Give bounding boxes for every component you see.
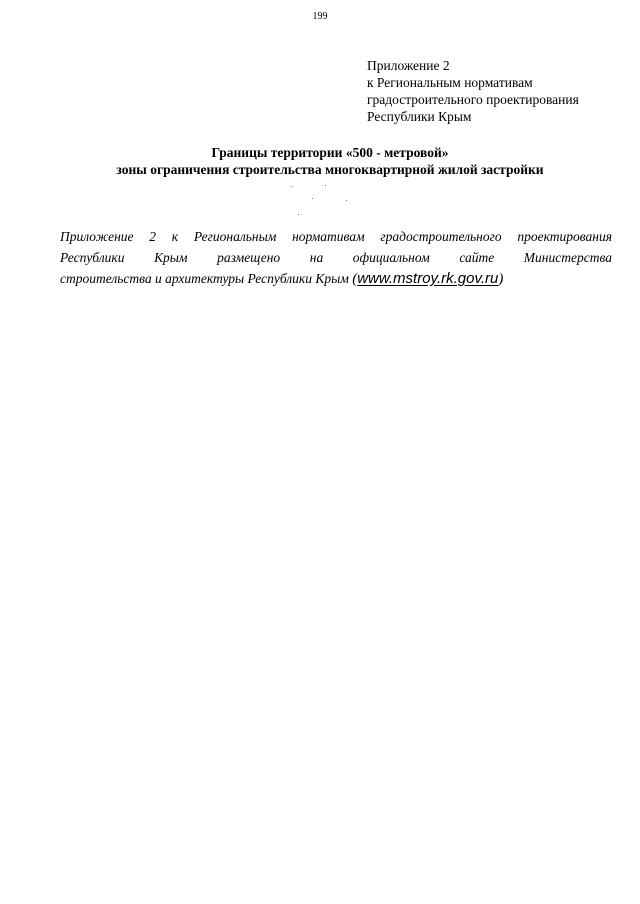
scan-specks [280,180,380,220]
scan-speck [346,200,347,201]
scan-speck [298,214,299,215]
placement-note [60,226,612,290]
appendix-header-line: Республики Крым [367,109,472,124]
placement-note-line: Республики Крым размещено на официальном сайте Министерства [60,250,612,265]
page-number: 199 [312,11,328,22]
appendix-header-line: к Региональным нормативам [367,75,533,90]
open-parenthesis: ( [352,271,358,287]
close-parenthesis: ) [498,271,504,287]
placement-note-line: Приложение 2 к Региональным нормативам градостроительного проектирования [60,229,612,244]
scan-speck [291,186,292,187]
document-title-line: Границы территории «500 - метровой» [211,145,449,160]
ministry-website-link[interactable]: www.mstroy.rk.gov.ru [357,270,499,287]
document-title-line: зоны ограничения строительства многоквартирной жилой застройки [116,162,544,177]
appendix-header-line: Приложение 2 [367,58,450,73]
placement-note-text: строительства и архитектуры Республики Крым [60,271,349,286]
scan-speck [325,185,326,186]
document-title [40,144,620,178]
scan-speck [312,198,313,199]
placement-note-line [60,268,612,290]
appendix-header [367,57,632,125]
appendix-header-line: градостроительного проектирования [367,92,579,107]
